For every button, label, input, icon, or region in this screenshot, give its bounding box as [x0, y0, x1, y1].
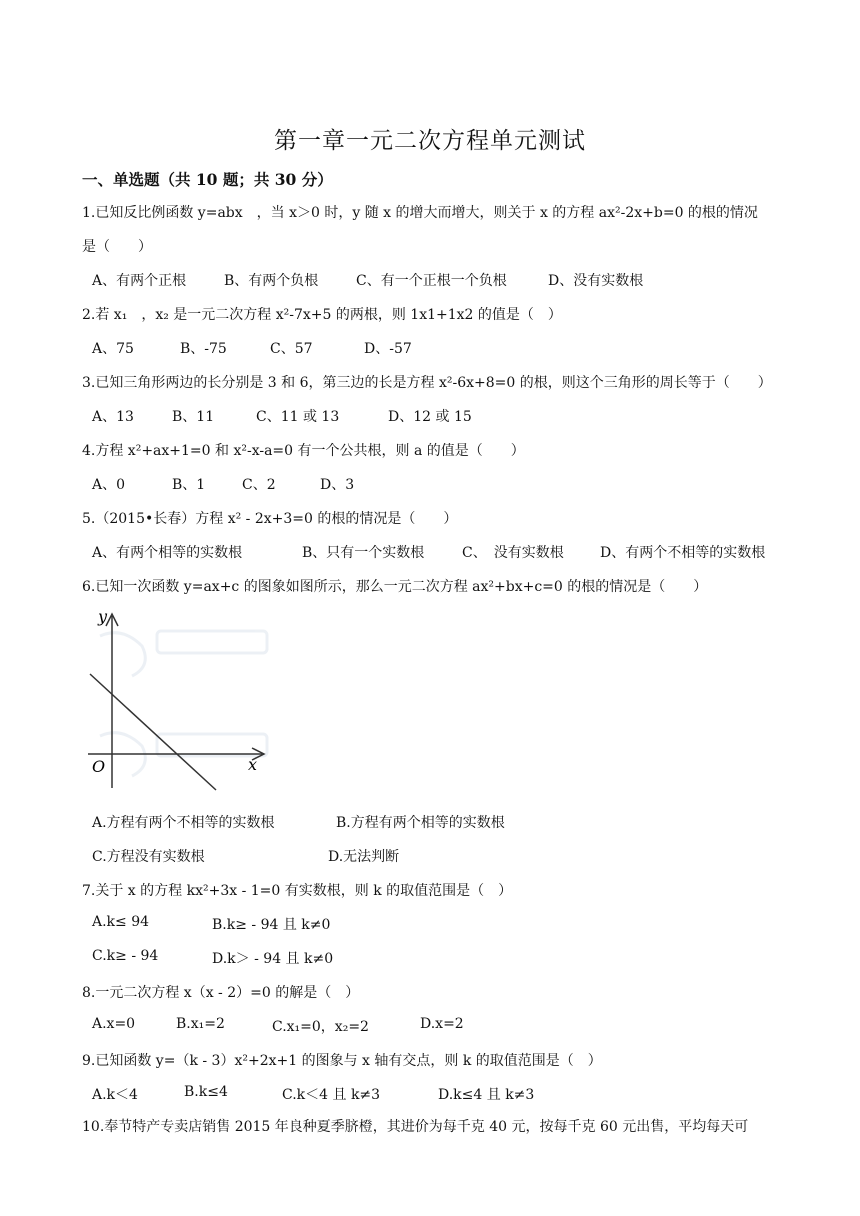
option-b: B.k≥ - 94 且 k≠0 [212, 917, 331, 933]
option-d: D、12 或 15 [388, 409, 472, 425]
y-axis-label: y [98, 607, 108, 626]
option-d: D.k≤4 且 k≠3 [438, 1087, 535, 1103]
option-a: A、有两个相等的实数根 [92, 545, 243, 561]
option-d: D、有两个不相等的实数根 [600, 545, 766, 561]
section-heading: 一、单选题（共 10 题；共 30 分） [82, 170, 333, 189]
origin-label: O [92, 757, 106, 776]
option-a: A、0 [92, 477, 126, 493]
question-9-text: 9.已知函数 y=（k - 3）x²+2x+1 的图象与 x 轴有交点，则 k 的取值范围是（ ） [82, 1053, 602, 1069]
option-d: D、-57 [364, 341, 412, 357]
option-d: D、3 [320, 477, 355, 493]
option-d: D.无法判断 [328, 849, 400, 865]
option-b: B.k≤4 [184, 1084, 228, 1100]
option-a: A、有两个正根 [92, 273, 187, 289]
question-1-text: 1.已知反比例函数 y=abx ，当 x＞0 时，y 随 x 的增大而增大，则关于 x 的方程 ax²-2x+b=0 的根的情况 [82, 205, 758, 221]
option-b: B、-75 [180, 341, 227, 357]
option-c: C、有一个正根一个负根 [356, 273, 507, 289]
option-a: A.方程有两个不相等的实数根 [92, 815, 275, 831]
question-2-text: 2.若 x₁ ，x₂ 是一元二次方程 x²-7x+5 的两根，则 1x1+1x2 的值是（ ） [82, 307, 562, 323]
option-c: C.k＜4 且 k≠3 [282, 1087, 381, 1103]
option-d: D.k＞ - 94 且 k≠0 [212, 951, 334, 967]
question-7-text: 7.关于 x 的方程 kx²+3x - 1=0 有实数根，则 k 的取值范围是（ ） [82, 883, 513, 899]
option-b: B、有两个负根 [224, 273, 319, 289]
option-a: A.k＜4 [92, 1087, 138, 1103]
option-b: B、11 [172, 409, 215, 425]
option-c: C、57 [270, 341, 313, 357]
option-a: A.k≤ 94 [92, 914, 150, 930]
option-b: B、1 [172, 477, 206, 493]
question-8-text: 8.一元二次方程 x（x - 2）=0 的解是（ ） [82, 985, 360, 1001]
option-b: B、只有一个实数根 [302, 545, 425, 561]
option-c: C、11 或 13 [256, 409, 340, 425]
question-1-text-cont: 是（ ） [82, 239, 152, 255]
question-10-text: 10.奉节特产专卖店销售 2015 年良种夏季脐橙，其进价为每千克 40 元，按每千克 60 元出售，平均每天可 [82, 1119, 749, 1135]
option-c: C、2 [242, 477, 276, 493]
option-d: D.x=2 [420, 1016, 464, 1032]
question-4-text: 4.方程 x²+ax+1=0 和 x²-x-a=0 有一个公共根，则 a 的值是（ ） [82, 443, 525, 459]
question-5-text: 5.（2015•长春）方程 x² - 2x+3=0 的根的情况是（ ） [82, 511, 458, 527]
option-a: A、75 [92, 341, 134, 357]
question-6-text: 6.已知一次函数 y=ax+c 的图象如图所示，那么一元二次方程 ax²+bx+c=0 的根的情况是（ ） [82, 579, 708, 595]
linear-function-graph [82, 606, 282, 796]
option-c: C.k≥ - 94 [92, 948, 159, 964]
option-c: C、 没有实数根 [462, 545, 564, 561]
option-a: A.x=0 [92, 1016, 136, 1032]
option-b: B.x₁=2 [176, 1016, 225, 1032]
option-c: C.x₁=0，x₂=2 [272, 1019, 369, 1035]
option-d: D、没有实数根 [548, 273, 644, 289]
page-title: 第一章一元二次方程单元测试 [274, 128, 586, 154]
x-axis-label: x [248, 755, 258, 774]
option-c: C.方程没有实数根 [92, 849, 205, 865]
question-3-text: 3.已知三角形两边的长分别是 3 和 6，第三边的长是方程 x²-6x+8=0 的根，则这个三角形的周长等于（ ） [82, 375, 772, 391]
option-a: A、13 [92, 409, 134, 425]
option-b: B.方程有两个相等的实数根 [336, 815, 505, 831]
